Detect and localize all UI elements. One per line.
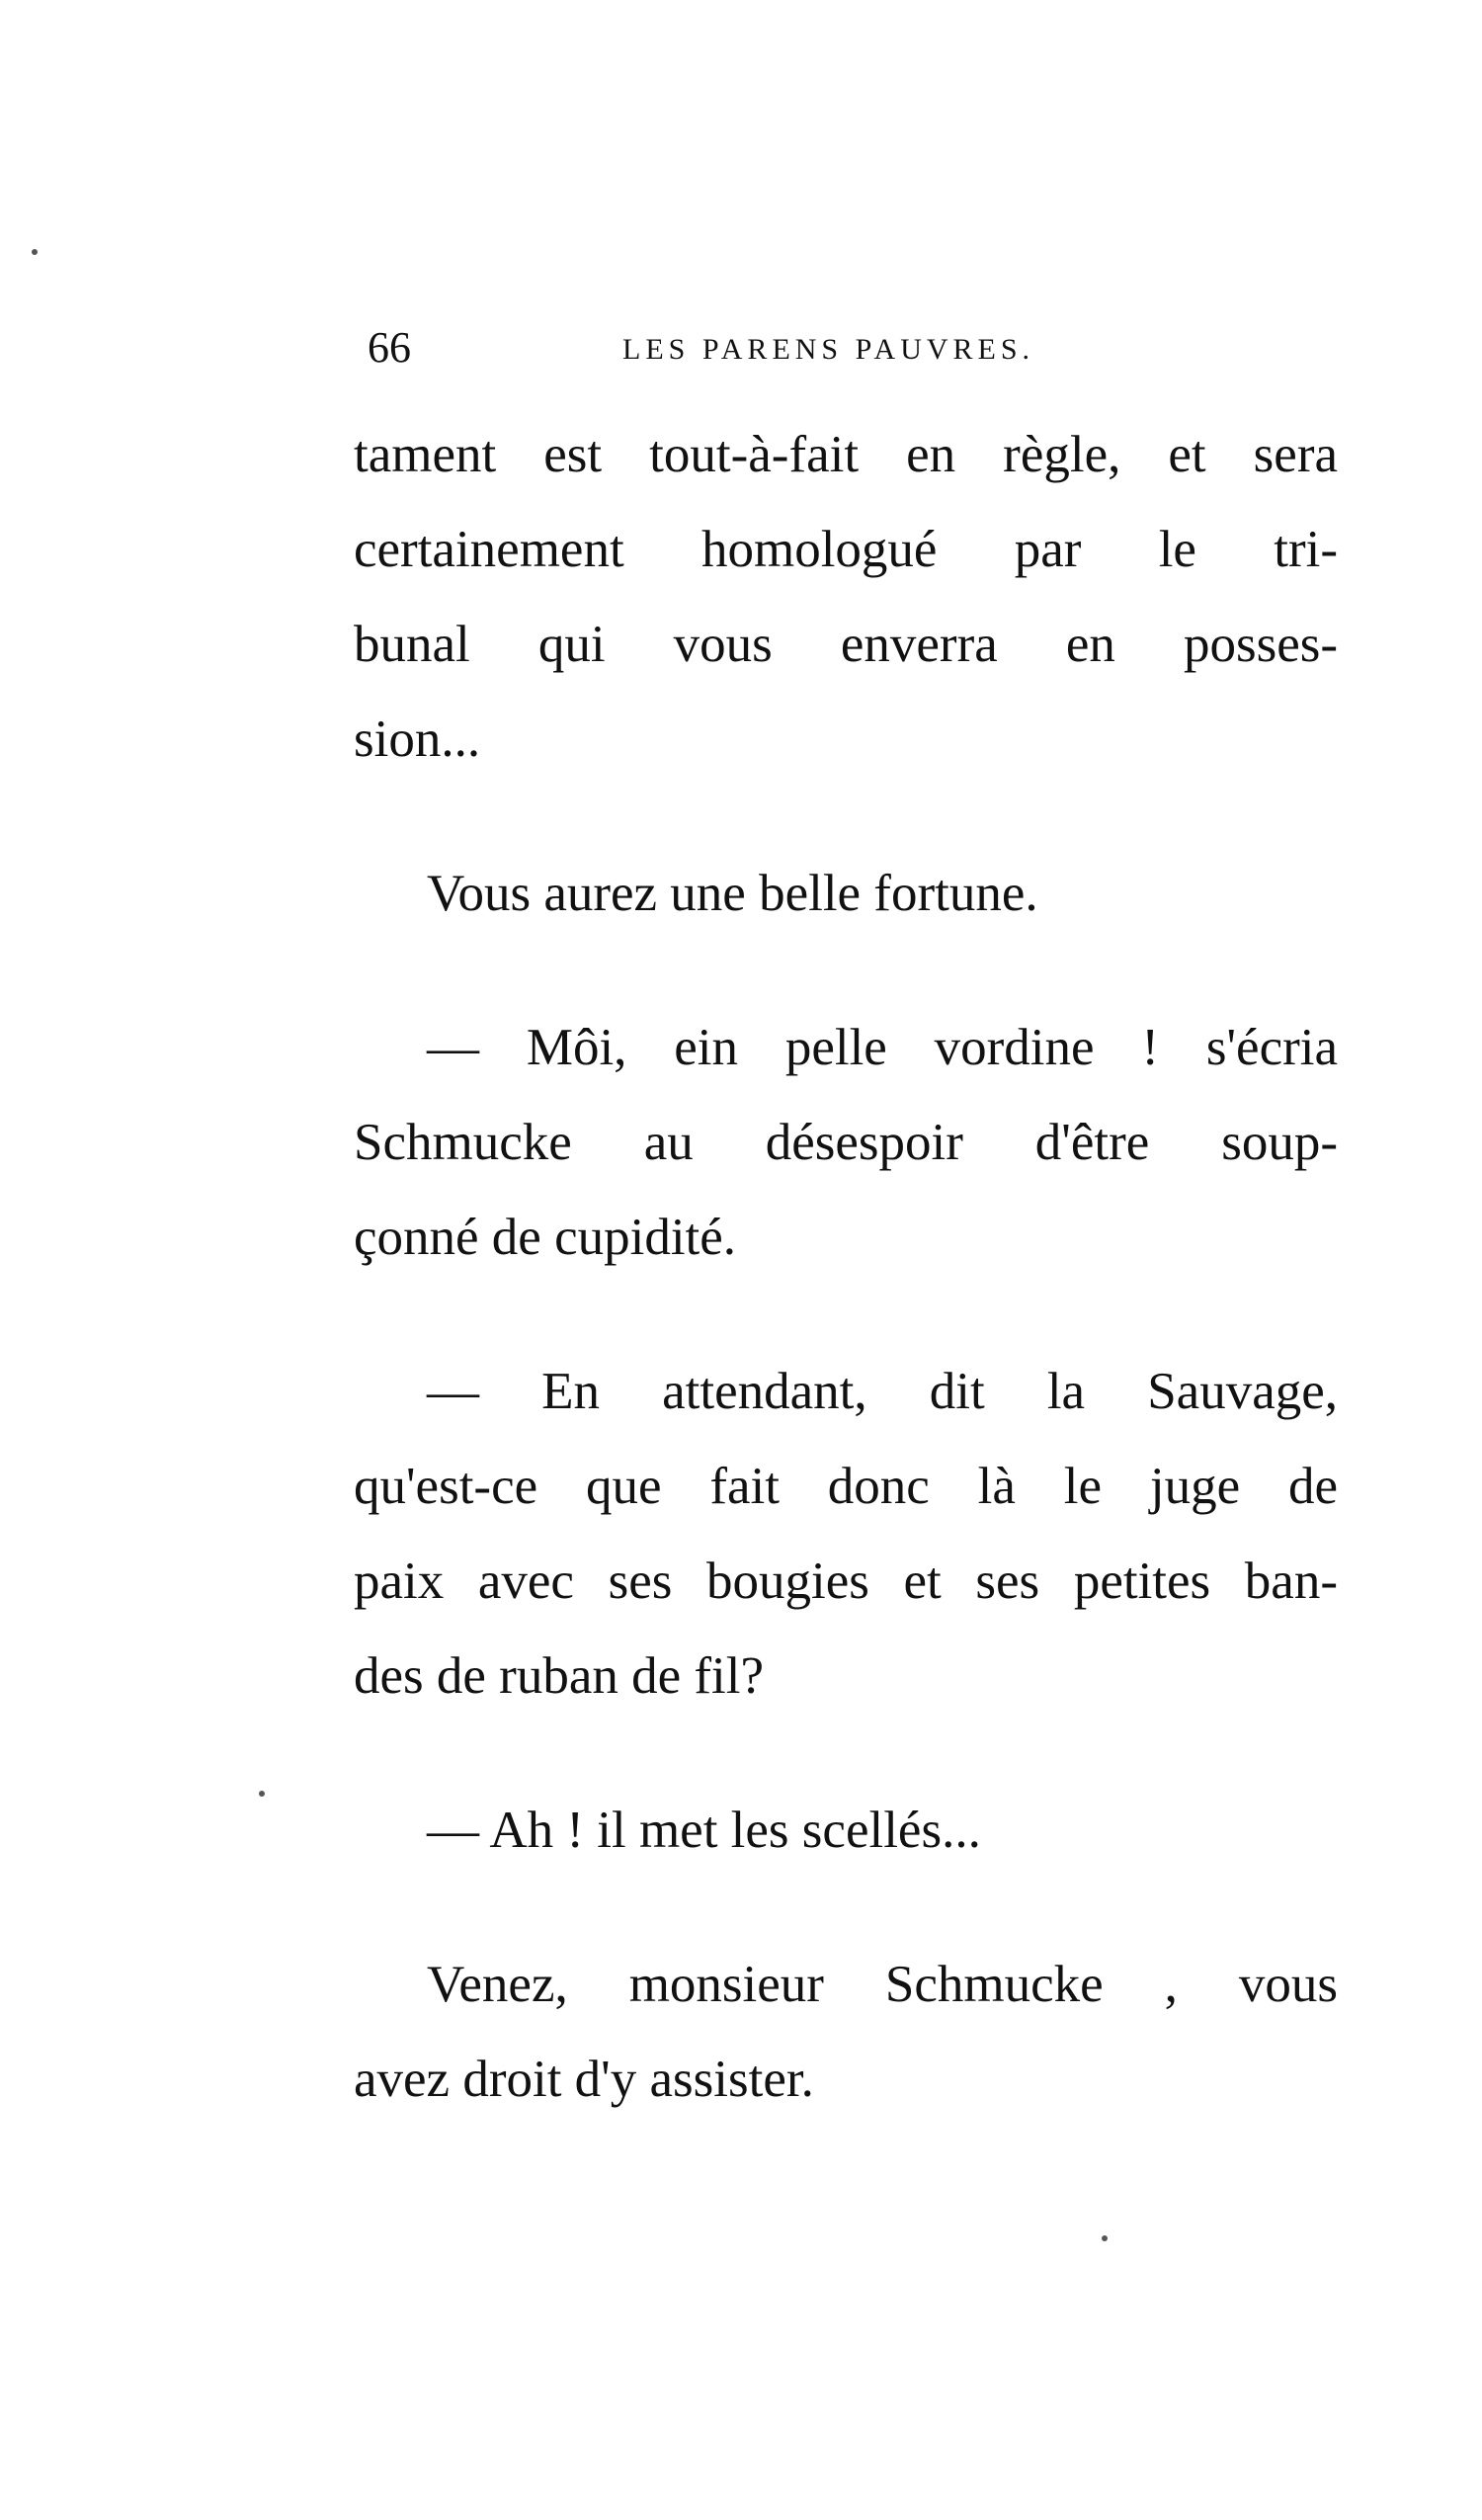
- text-line: tament est tout-à-fait en règle, et sera: [354, 426, 1338, 483]
- text-line: bunal qui vous enverra en posses-: [354, 616, 1338, 673]
- paragraph-gap: [354, 941, 1338, 1000]
- text-line: avez droit d'y assister.: [354, 2051, 814, 2108]
- text-line: Vous aurez une belle fortune.: [427, 865, 1038, 922]
- text-line: des de ruban de fil?: [354, 1647, 764, 1705]
- page-number: 66: [368, 323, 411, 372]
- paragraph-gap: [354, 1285, 1338, 1344]
- paragraph-gap: [354, 787, 1338, 846]
- text-line: Venez, monsieur Schmucke , vous: [427, 1956, 1338, 2013]
- scan-speck: [32, 249, 38, 255]
- text-line: qu'est-ce que fait donc là le juge de: [354, 1458, 1338, 1515]
- scan-speck: [1102, 2235, 1108, 2241]
- paragraph-gap: [354, 1878, 1338, 1937]
- text-line: sion...: [354, 711, 481, 768]
- text-line: — Môi, ein pelle vordine ! s'écria: [427, 1019, 1338, 1076]
- body-text: [354, 407, 1338, 2127]
- paragraph-gap: [354, 1723, 1338, 1783]
- text-line: çonné de cupidité.: [354, 1209, 737, 1266]
- text-line: paix avec ses bougies et ses petites ban-: [354, 1553, 1338, 1610]
- scan-speck: [259, 1791, 265, 1797]
- text-line: certainement homologué par le tri-: [354, 521, 1338, 578]
- text-line: — Ah ! il met les scellés...: [427, 1802, 981, 1859]
- text-line: Schmucke au désespoir d'être soup-: [354, 1114, 1338, 1171]
- page-header: [368, 318, 1336, 378]
- text-line: — En attendant, dit la Sauvage,: [427, 1363, 1338, 1420]
- running-title: LES PARENS PAUVRES.: [622, 333, 1035, 366]
